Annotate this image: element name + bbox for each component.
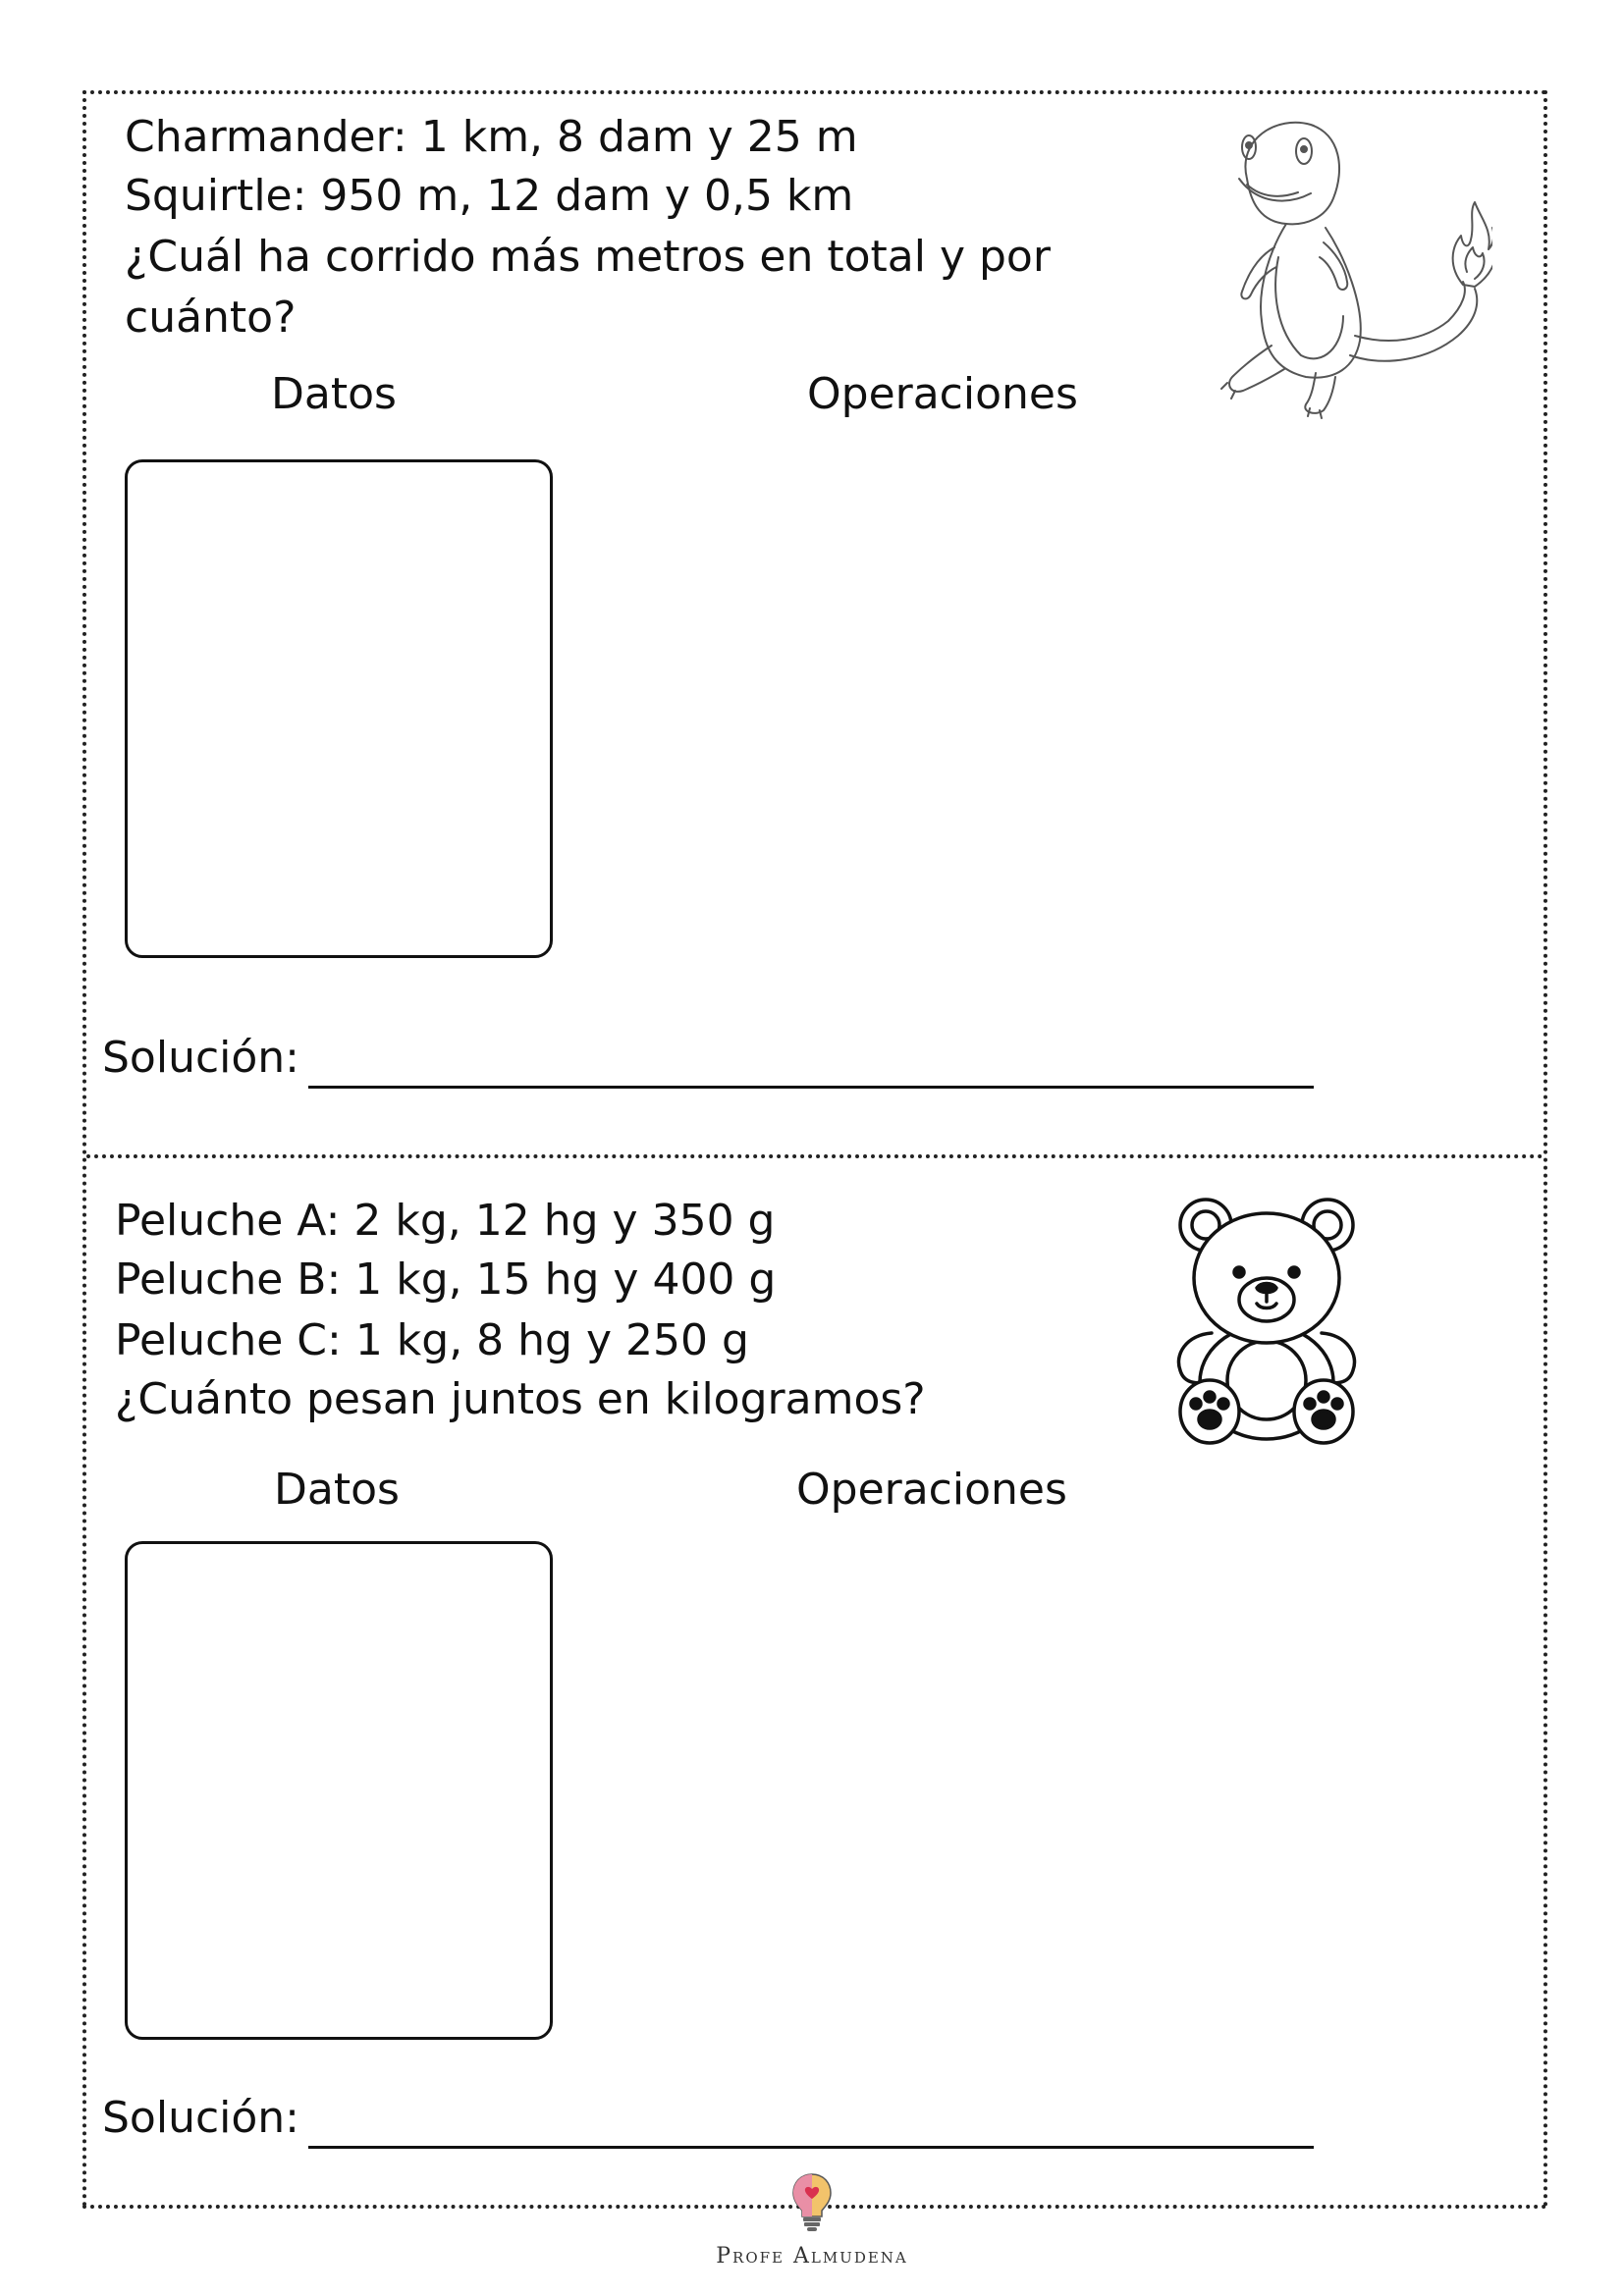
problem-2-line-3: Peluche C: 1 kg, 8 hg y 250 g — [115, 1315, 749, 1365]
problem-2-line-1: Peluche A: 2 kg, 12 hg y 350 g — [115, 1196, 776, 1246]
charmander-illustration — [1218, 110, 1492, 420]
solution-label-1: Solución: — [102, 1033, 300, 1083]
datos-box-2[interactable] — [125, 1541, 553, 2040]
problem-1-line-1: Charmander: 1 km, 8 dam y 25 m — [125, 112, 858, 162]
datos-box-1[interactable] — [125, 459, 553, 958]
operaciones-heading-1: Operaciones — [807, 369, 1078, 419]
lightbulb-brain-logo-icon — [791, 2171, 833, 2234]
problem-2-line-2: Peluche B: 1 kg, 15 hg y 400 g — [115, 1255, 777, 1305]
problem-1-line-4: cuánto? — [125, 293, 297, 343]
operaciones-heading-2: Operaciones — [796, 1465, 1067, 1515]
section-divider — [86, 1154, 1543, 1158]
teddy-bear-illustration — [1172, 1196, 1361, 1447]
problem-1-line-3: ¿Cuál ha corrido más metros en total y por — [125, 232, 1051, 282]
solution-line-1[interactable] — [308, 1086, 1314, 1089]
datos-heading-2: Datos — [274, 1465, 400, 1515]
solution-label-2: Solución: — [102, 2093, 300, 2143]
datos-heading-1: Datos — [271, 369, 397, 419]
problem-2-line-4: ¿Cuánto pesan juntos en kilogramos? — [115, 1374, 926, 1424]
problem-1-line-2: Squirtle: 950 m, 12 dam y 0,5 km — [125, 171, 854, 221]
solution-line-2[interactable] — [308, 2146, 1314, 2149]
author-signature: Profe Almudena — [716, 2244, 908, 2269]
